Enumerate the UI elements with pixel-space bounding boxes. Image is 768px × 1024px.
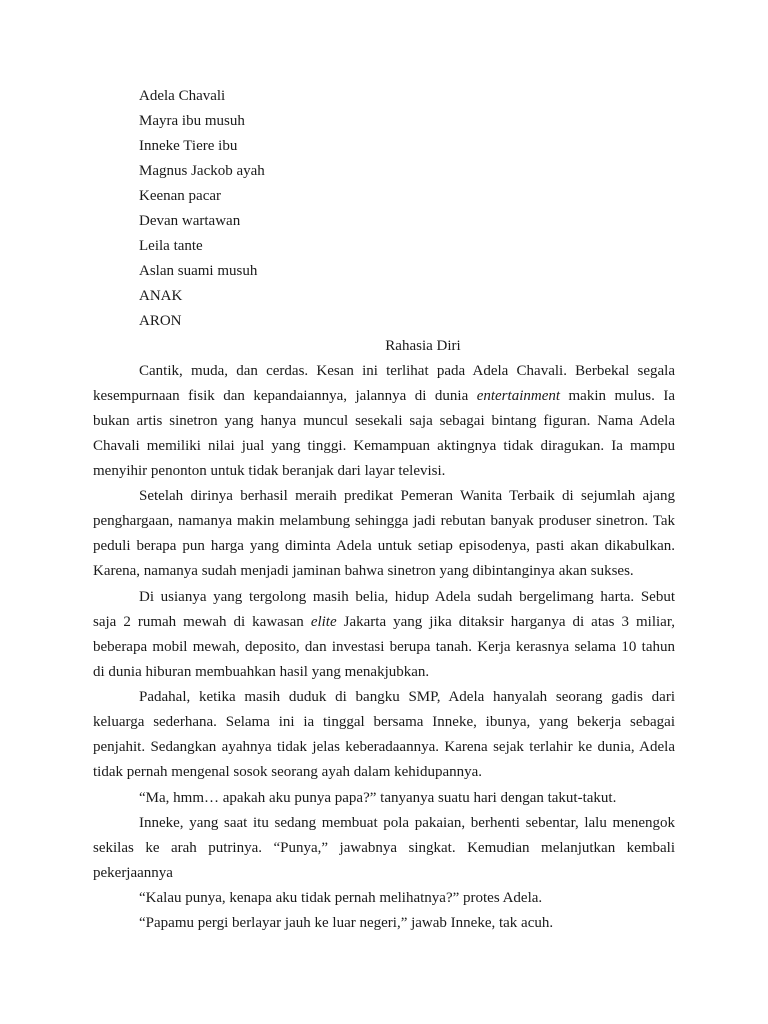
paragraph-line: Chavali memiliki nilai jual yang tinggi. Kemampuan aktingnya tidak diragukan. Ia mampu [93, 438, 675, 454]
character-list-item: Adela Chavali [139, 88, 226, 104]
character-list-item: ANAK [139, 288, 183, 304]
paragraph-line: “Ma, hmm… apakah aku punya papa?” tanyanya suatu hari dengan takut-takut. [139, 790, 617, 806]
character-list-item: Inneke Tiere ibu [139, 138, 238, 154]
paragraph-line: menyihir penonton untuk tidak beranjak dari layar televisi. [93, 463, 446, 479]
paragraph-line: peduli berapa pun harga yang diminta Adela untuk setiap episodenya, pasti akan dikabulkan. [93, 538, 675, 554]
paragraph-line: kesempurnaan fisik dan kepandaiannya, jalannya di dunia entertainment makin mulus. Ia [93, 388, 675, 404]
paragraph-line: keluarga sederhana. Selama ini ia tinggal bersama Inneke, ibunya, yang bekerja sebagai [93, 714, 675, 730]
paragraph-line: “Kalau punya, kenapa aku tidak pernah melihatnya?” protes Adela. [139, 890, 543, 906]
italic-term: elite [310, 614, 337, 630]
character-list-item: Devan wartawan [139, 213, 241, 229]
paragraph-line: di dunia hiburan membuahkan hasil yang menakjubkan. [93, 664, 430, 680]
character-list-item: Aslan suami musuh [139, 263, 258, 279]
paragraph-line: penjahit. Sedangkan ayahnya tidak jelas keberadaannya. Karena sejak terlahir ke dunia, Adela [93, 739, 675, 755]
paragraph-line: Karena, namanya sudah menjadi jaminan bahwa sinetron yang dibintanginya akan sukses. [93, 563, 634, 579]
character-list-item: Keenan pacar [139, 188, 222, 204]
paragraph-line: Di usianya yang tergolong masih belia, hidup Adela sudah bergelimang harta. Sebut [139, 589, 675, 605]
chapter-title: Rahasia Diri [385, 338, 461, 354]
paragraph-line: bukan artis sinetron yang hanya muncul sesekali saja sebagai bintang figuran. Nama Adela [93, 413, 675, 429]
character-list-item: ARON [139, 313, 182, 329]
paragraph-line: Inneke, yang saat itu sedang membuat pola pakaian, berhenti sebentar, lalu menengok [139, 815, 675, 831]
paragraph-line: saja 2 rumah mewah di kawasan elite Jakarta yang jika ditaksir harganya di atas 3 miliar, [93, 614, 675, 630]
paragraph-line: Padahal, ketika masih duduk di bangku SMP, Adela hanyalah seorang gadis dari [139, 689, 675, 705]
italic-term: entertainment [476, 388, 561, 404]
character-list-item: Magnus Jackob ayah [139, 163, 265, 179]
paragraph-line: Cantik, muda, dan cerdas. Kesan ini terlihat pada Adela Chavali. Berbekal segala [139, 363, 675, 379]
paragraph-line: tidak pernah mengenal sosok seorang ayah dalam kehidupannya. [93, 764, 483, 780]
paragraph-line: “Papamu pergi berlayar jauh ke luar negeri,” jawab Inneke, tak acuh. [139, 915, 554, 931]
paragraph-line: penghargaan, namanya makin melambung sehingga jadi rebutan banyak produser sinetron. Tak [93, 513, 675, 529]
paragraph-line: pekerjaannya [93, 865, 173, 881]
character-list-item: Mayra ibu musuh [139, 113, 245, 129]
paragraph-line: Setelah dirinya berhasil meraih predikat Pemeran Wanita Terbaik di sejumlah ajang [139, 488, 675, 504]
paragraph-line: beberapa mobil mewah, deposito, dan investasi berupa tanah. Kerja kerasnya selama 10 tahun [93, 639, 675, 655]
paragraph-line: sekilas ke arah putrinya. “Punya,” jawabnya singkat. Kemudian melanjutkan kembali [93, 840, 675, 856]
character-list-item: Leila tante [139, 238, 203, 254]
